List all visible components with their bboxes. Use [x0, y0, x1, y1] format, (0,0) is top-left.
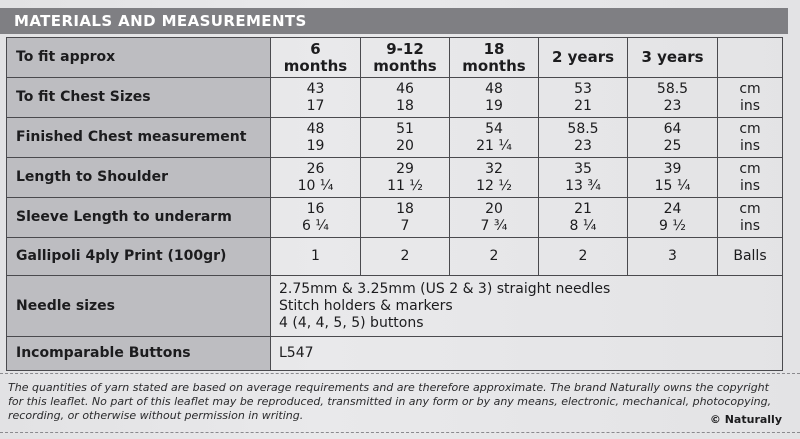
unit-cell: cm ins [718, 78, 783, 118]
table-cell: 58.5 23 [539, 118, 628, 158]
buttons-value: L547 [271, 337, 783, 371]
table-cell: 3 [628, 238, 718, 276]
row-label: Needle sizes [7, 276, 271, 337]
table-cell: 2 [539, 238, 628, 276]
size-9-12-months: 9-12 months [361, 38, 450, 78]
table-cell: 48 19 [450, 78, 539, 118]
table-cell: 51 20 [361, 118, 450, 158]
row-label: Length to Shoulder [7, 158, 271, 198]
table-cell: 21 8 ¼ [539, 198, 628, 238]
table-cell: 2 [361, 238, 450, 276]
needle-sizes-row [7, 276, 783, 337]
copyright-notice: The quantities of yarn stated are based on average requirements and are therefore approximate. The brand Naturally owns the copyright for this leaflet. No part of this leaflet may be reproduced, transmitted in any form or by any means, electronic, mechanical, photocopying, recording, or otherwise without permission in writing. [8, 381, 772, 422]
measurements-table [6, 37, 783, 371]
size-3-years: 3 years [628, 38, 718, 78]
table-cell: 2 [450, 238, 539, 276]
table-cell: 26 10 ¼ [271, 158, 361, 198]
row-label: Incomparable Buttons [7, 337, 271, 371]
buttons-row [7, 337, 783, 371]
table-row [7, 198, 783, 238]
table-cell: 1 [271, 238, 361, 276]
table-cell: 35 13 ¾ [539, 158, 628, 198]
brand-copyright: © Naturally [709, 413, 782, 426]
table-cell: 64 25 [628, 118, 718, 158]
table-cell: 53 21 [539, 78, 628, 118]
row-label: Finished Chest measurement [7, 118, 271, 158]
section-title: MATERIALS AND MEASUREMENTS [0, 8, 788, 34]
divider-dashed [0, 373, 800, 374]
table-cell: 16 6 ¼ [271, 198, 361, 238]
size-18-months: 18 months [450, 38, 539, 78]
table-cell: 24 9 ½ [628, 198, 718, 238]
size-header-row [7, 38, 783, 78]
table-row [7, 118, 783, 158]
table-row [7, 78, 783, 118]
table-row [7, 238, 783, 276]
table-cell: 39 15 ¼ [628, 158, 718, 198]
row-label-to-fit-approx: To fit approx [7, 38, 271, 78]
unit-cell: Balls [718, 238, 783, 276]
table-cell: 46 18 [361, 78, 450, 118]
table-cell: 58.5 23 [628, 78, 718, 118]
table-cell: 43 17 [271, 78, 361, 118]
unit-cell: cm ins [718, 118, 783, 158]
table-cell: 29 11 ½ [361, 158, 450, 198]
table-cell: 48 19 [271, 118, 361, 158]
size-6-months: 6 months [271, 38, 361, 78]
table-cell: 32 12 ½ [450, 158, 539, 198]
row-label: To fit Chest Sizes [7, 78, 271, 118]
needle-sizes-value: 2.75mm & 3.25mm (US 2 & 3) straight needles Stitch holders & markers 4 (4, 4, 5, 5) buttons [271, 276, 783, 337]
unit-cell: cm ins [718, 198, 783, 238]
row-label: Gallipoli 4ply Print (100gr) [7, 238, 271, 276]
size-2-years: 2 years [539, 38, 628, 78]
unit-cell: cm ins [718, 158, 783, 198]
table-row [7, 158, 783, 198]
table-cell: 54 21 ¼ [450, 118, 539, 158]
divider-dashed [0, 432, 800, 433]
unit-header-empty [718, 38, 783, 78]
table-cell: 18 7 [361, 198, 450, 238]
table-cell: 20 7 ¾ [450, 198, 539, 238]
row-label: Sleeve Length to underarm [7, 198, 271, 238]
